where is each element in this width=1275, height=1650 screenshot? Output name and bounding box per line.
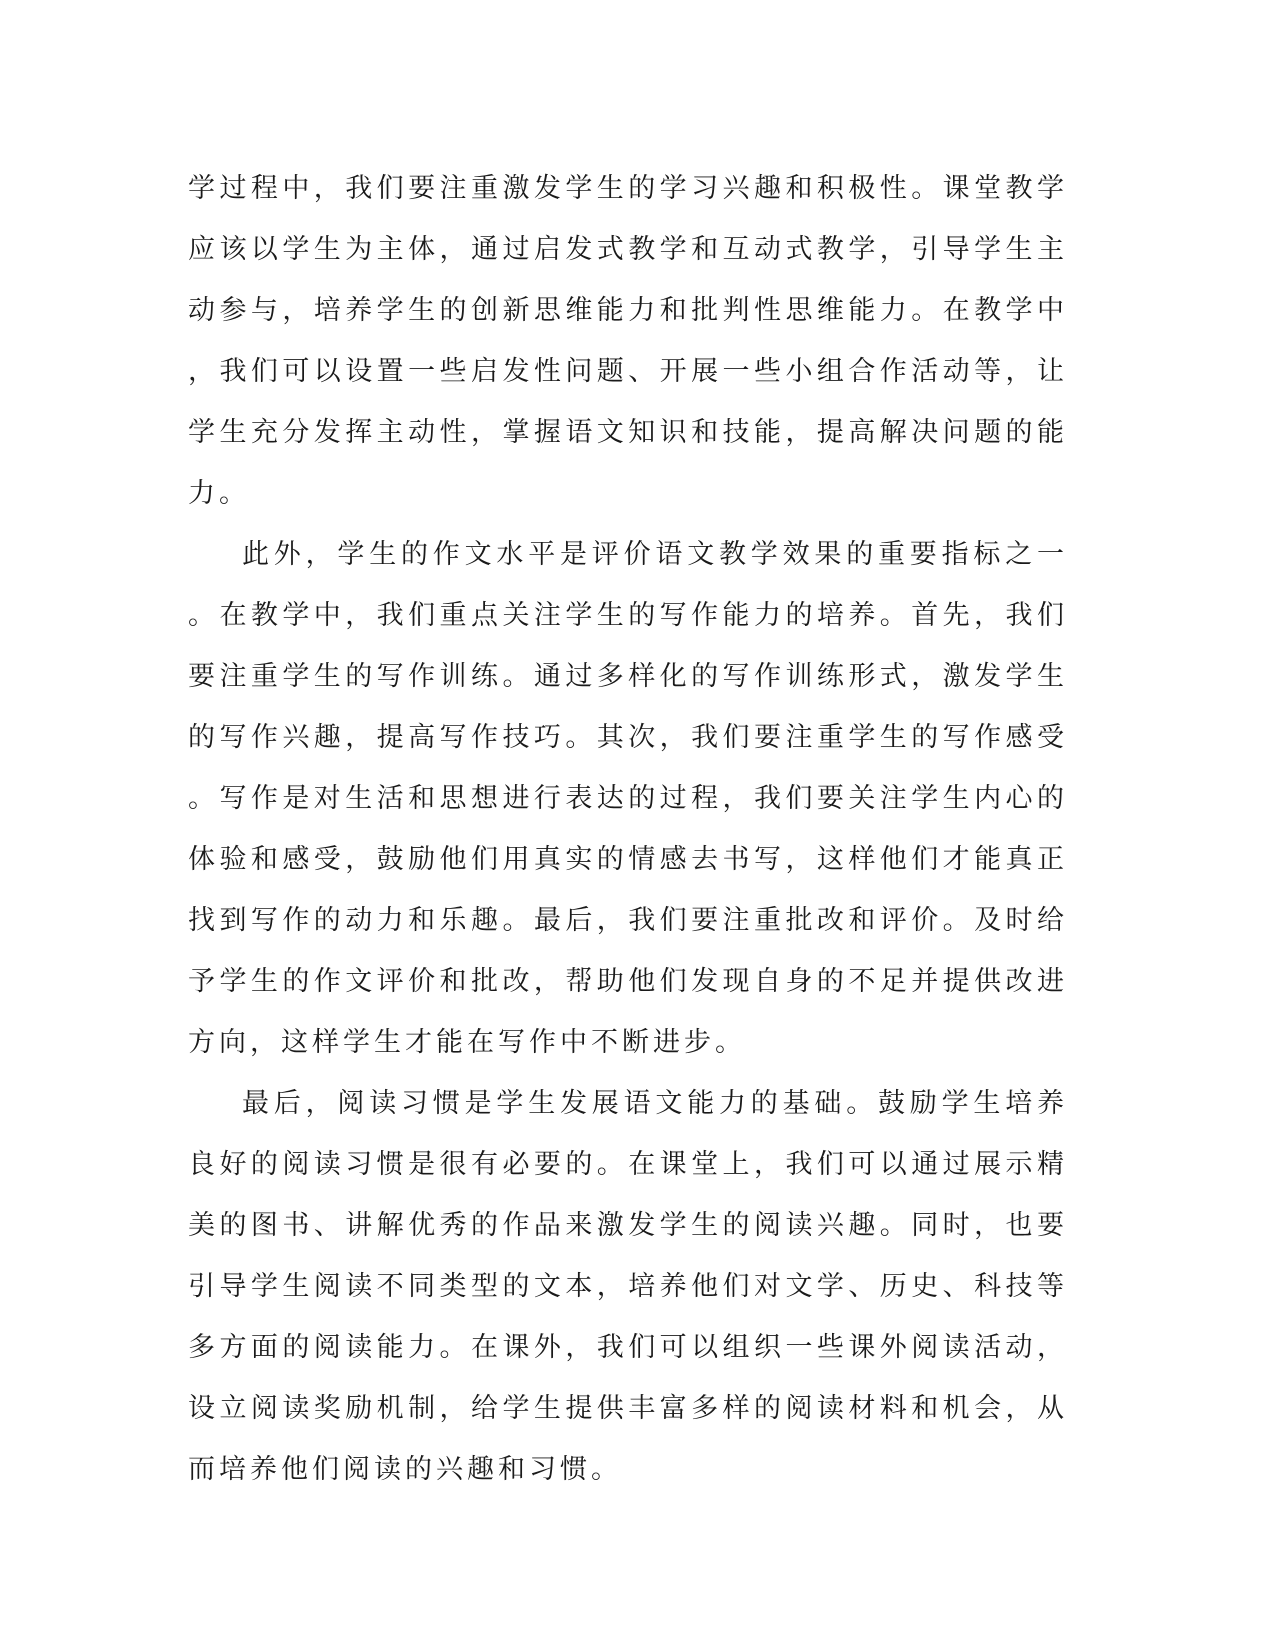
document-body bbox=[188, 158, 1068, 1500]
paragraph-writing-ability: 此外，学生的作文水平是评价语文教学效果的重要指标之一。在教学中，我们重点关注学生的写作能力的培养。首先，我们要注重学生的写作训练。通过多样化的写作训练形式，激发学生的写作兴趣，提高写作技巧。其次，我们要注重学生的写作感受。写作是对生活和思想进行表达的过程，我们要关注学生内心的体验和感受，鼓励他们用真实的情感去书写，这样他们才能真正找到写作的动力和乐趣。最后，我们要注重批改和评价。及时给予学生的作文评价和批改，帮助他们发现自身的不足并提供改进方向，这样学生才能在写作中不断进步。 bbox=[188, 539, 1068, 1058]
paragraph-teaching-process: 学过程中，我们要注重激发学生的学习兴趣和积极性。课堂教学应该以学生为主体，通过启发式教学和互动式教学，引导学生主动参与，培养学生的创新思维能力和批判性思维能力。在教学中，我们可以设置一些启发性问题、开展一些小组合作活动等，让学生充分发挥主动性，掌握语文知识和技能，提高解决问题的能力。 bbox=[188, 173, 1068, 509]
paragraph-reading-habits: 最后，阅读习惯是学生发展语文能力的基础。鼓励学生培养良好的阅读习惯是很有必要的。在课堂上，我们可以通过展示精美的图书、讲解优秀的作品来激发学生的阅读兴趣。同时，也要引导学生阅读不同类型的文本，培养他们对文学、历史、科技等多方面的阅读能力。在课外，我们可以组织一些课外阅读活动，设立阅读奖励机制，给学生提供丰富多样的阅读材料和机会，从而培养他们阅读的兴趣和习惯。 bbox=[188, 1088, 1068, 1485]
